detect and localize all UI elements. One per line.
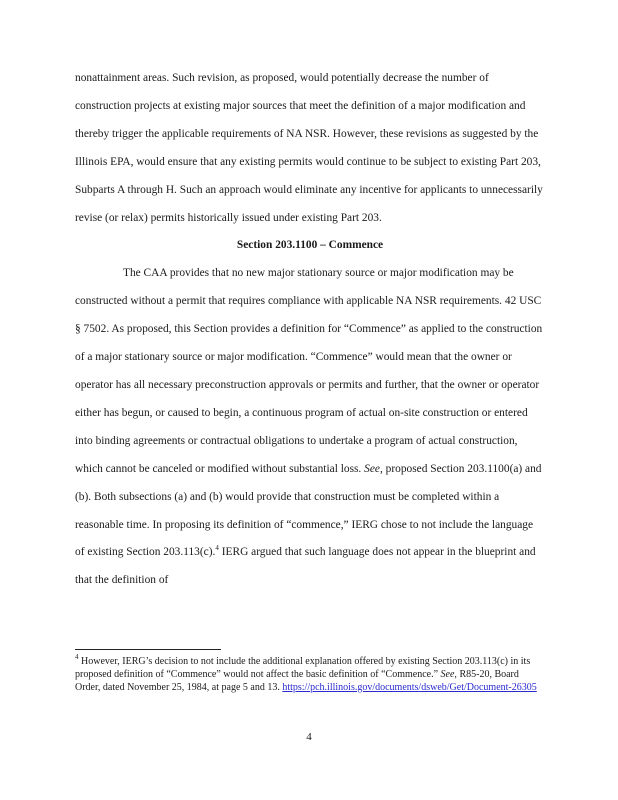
footnote-see-signal: See, <box>440 668 457 680</box>
footnote-text: However, IERG’s decision to not include the additional explanation offered by existing Section 203.113(c) in its proposed definition of “Commence” would not affect the basic definition of “Commence.” <box>75 656 531 680</box>
paragraph-commence <box>75 260 545 595</box>
section-heading: Section 203.1100 – Commence <box>236 239 384 252</box>
footnote-reference[interactable]: 4 <box>215 544 219 553</box>
footnote-link[interactable]: https://pch.illinois.gov/documents/dsweb/Get/Document-26305 <box>282 681 537 693</box>
paragraph-text: The CAA provides that no new major stationary source or major modification may be constructed without a permit that requires compliance with applicable NA NSR requirements. 42 USC § 7502. As proposed, this Section provides a definition for “Commence” as applied to the construction of a major stationary source or major modification. “Commence” would mean that the owner or operator has all necessary preconstruction approvals or permits and further, that the owner or operator either has begun, or caused to begin, a continuous program of actual on-site construction or entered into binding agreements or contractual obligations to undertake a program of actual construction, which cannot be canceled or modified without substantial loss. <box>75 267 543 475</box>
paragraph-text-end: IERG argued that such language does not appear in the blueprint and that the definition of <box>75 546 536 587</box>
page-number: 4 <box>306 731 312 743</box>
see-signal: See, <box>364 462 383 475</box>
paragraph-text-cont: proposed Section 203.1100(a) and (b). Both subsections (a) and (b) would provide that construction must be completed within a reasonable time. In proposing its definition of “commence,” IERG chose to not include the language of existing Section 203.113(c). <box>75 462 542 559</box>
body-text <box>75 65 545 595</box>
paragraph-continued: nonattainment areas. Such revision, as proposed, would potentially decrease the number of construction projects at existing major sources that meet the definition of a major modification and thereby trigger the applicable requirements of NA NSR. However, these revisions as suggested by the Illinois EPA, would ensure that any existing permits would continue to be subject to existing Part 203, Subparts A through H. Such an approach would eliminate any incentive for applicants to unnecessarily revise (or relax) permits historically issued under existing Part 203. <box>75 72 543 224</box>
footnote <box>75 653 545 694</box>
footnote-marker: 4 <box>75 653 79 661</box>
footnote-separator <box>75 649 221 650</box>
footnote-citation: R85-20, Board Order, dated November 25, 1984, at page 5 and 13. <box>75 668 519 693</box>
